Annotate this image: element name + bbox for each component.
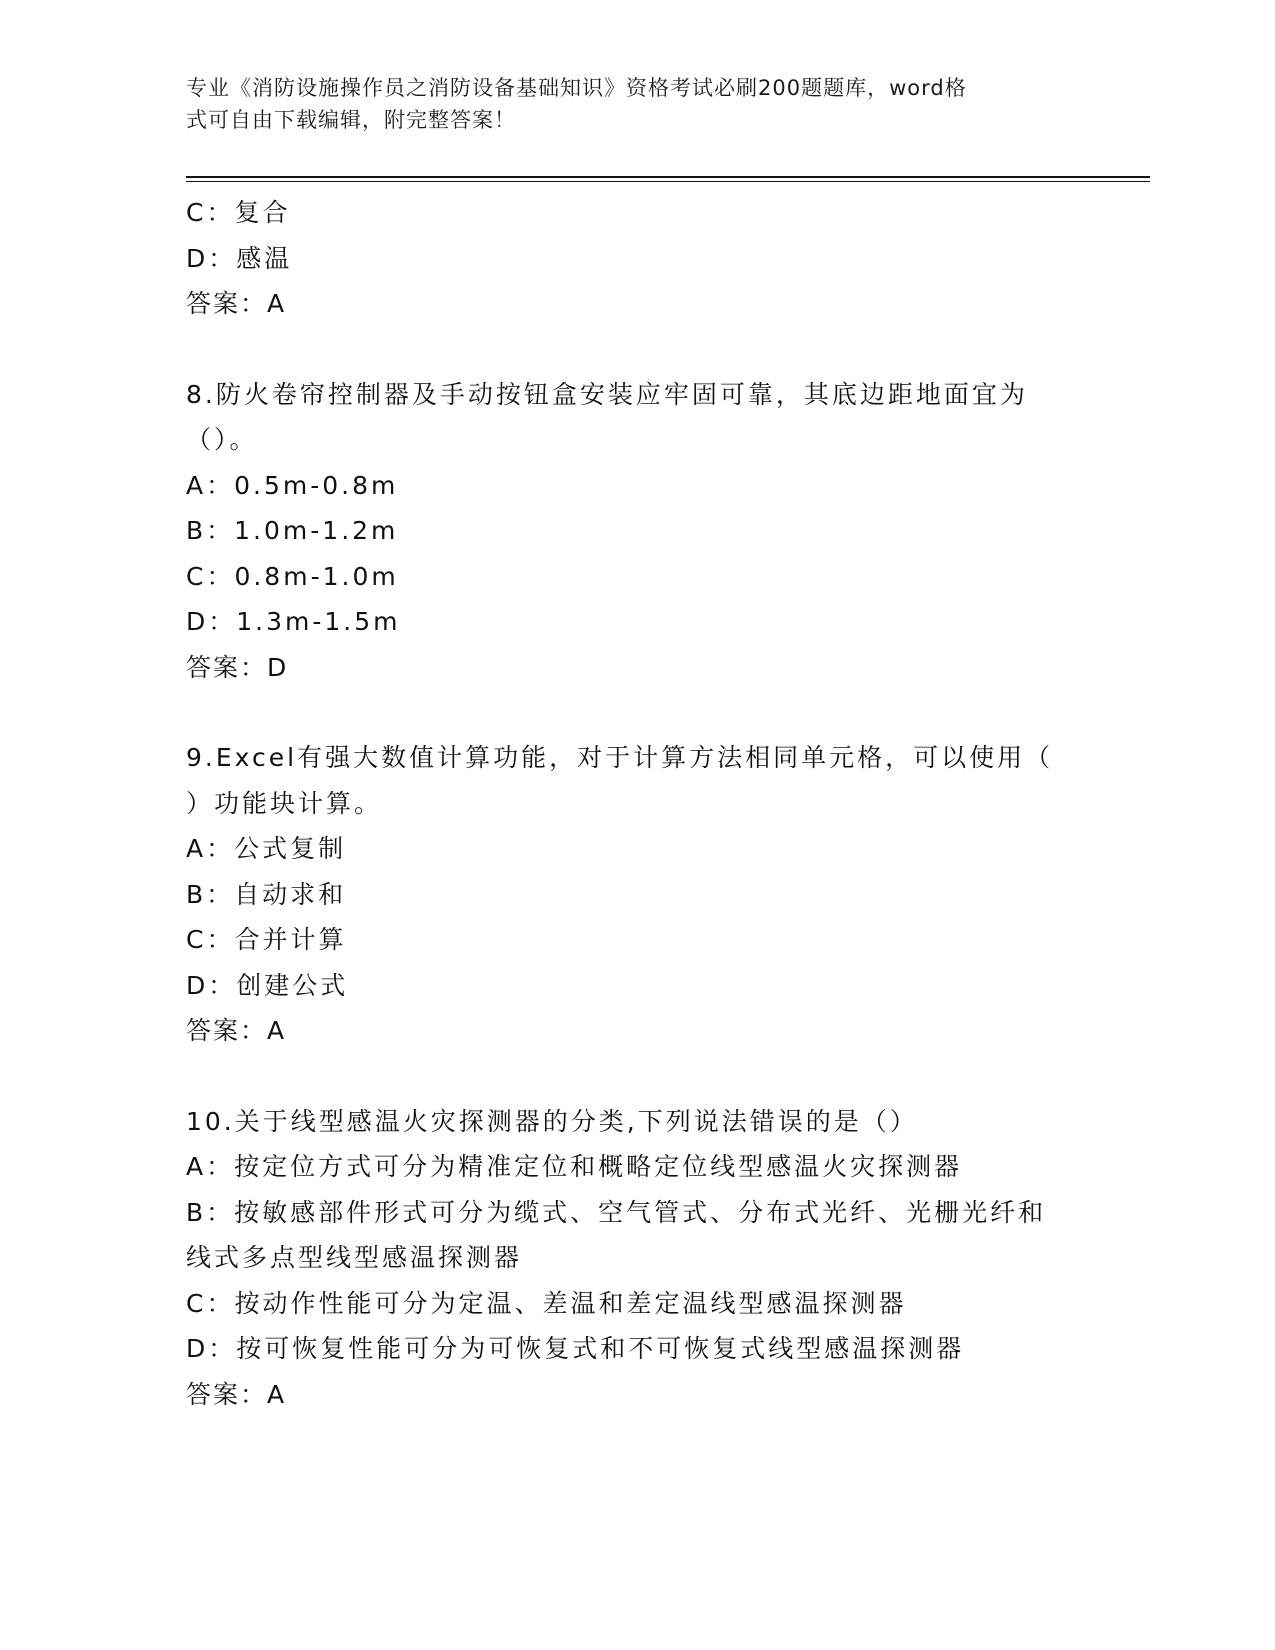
option-c: C：合并计算 bbox=[186, 925, 347, 954]
option-c: C：0.8m-1.0m bbox=[186, 561, 399, 591]
answer-line: 答案：A bbox=[186, 1379, 287, 1409]
answer-line: 答案：D bbox=[186, 652, 289, 682]
option-a: A：按定位方式可分为精准定位和概略定位线型感温火灾探测器 bbox=[186, 1152, 963, 1181]
option-d: D：创建公式 bbox=[186, 970, 349, 1000]
question-stem-line: 9.Excel有强大数值计算功能，对于计算方法相同单元格，可以使用（ bbox=[186, 743, 1054, 772]
option-a: A：公式复制 bbox=[186, 834, 347, 863]
document-header bbox=[186, 72, 1066, 136]
option-c: C：复合 bbox=[186, 198, 291, 227]
option-b: B：1.0m-1.2m bbox=[186, 516, 399, 545]
option-b: B：按敏感部件形式可分为缆式、空气管式、分布式光纤、光栅光纤和 bbox=[186, 1197, 1047, 1227]
question-stem-line: （）。 bbox=[186, 425, 258, 454]
question-stem-line: 10.关于线型感温火灾探测器的分类,下列说法错误的是（） bbox=[186, 1106, 918, 1136]
question-10 bbox=[186, 1099, 1086, 1418]
option-d: D：1.3m-1.5m bbox=[186, 607, 401, 636]
option-d: D：感温 bbox=[186, 243, 293, 273]
header-title-line-2: 式可自由下载编辑，附完整答案！ bbox=[186, 108, 516, 132]
question-stem-line: 8.防火卷帘控制器及手动按钮盒安装应牢固可靠，其底边距地面宜为 bbox=[186, 379, 1028, 409]
option-b-continued: 线式多点型线型感温探测器 bbox=[186, 1243, 523, 1272]
question-list bbox=[186, 190, 1086, 1417]
option-d: D：按可恢复性能可分为可恢复式和不可恢复式线型感温探测器 bbox=[186, 1334, 965, 1363]
question-8 bbox=[186, 372, 1086, 691]
answer-line: 答案：A bbox=[186, 1016, 287, 1045]
question-7-tail bbox=[186, 190, 1086, 327]
question-stem-line: ）功能块计算。 bbox=[186, 788, 383, 818]
question-9 bbox=[186, 735, 1086, 1054]
option-a: A：0.5m-0.8m bbox=[186, 470, 399, 500]
header-divider-thin bbox=[186, 181, 1150, 182]
header-divider-thick bbox=[186, 176, 1150, 178]
option-b: B：自动求和 bbox=[186, 879, 347, 909]
option-c: C：按动作性能可分为定温、差温和差定温线型感温探测器 bbox=[186, 1288, 907, 1318]
header-title-line-1: 专业《消防设施操作员之消防设备基础知识》资格考试必刷200题题库，word格 bbox=[186, 76, 967, 100]
answer-line: 答案：A bbox=[186, 289, 287, 318]
